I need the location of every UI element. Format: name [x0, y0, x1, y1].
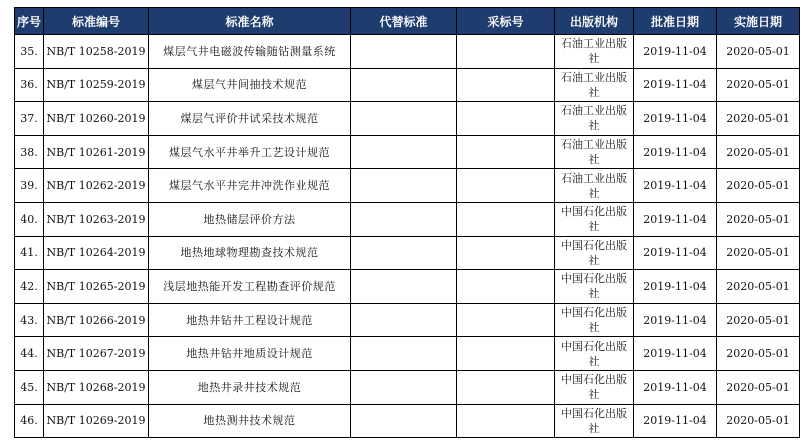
cell-adopted-number	[457, 270, 555, 304]
cell-implement-date: 2020-05-01	[717, 35, 800, 69]
cell-implement-date: 2020-05-01	[717, 370, 800, 404]
cell-publisher	[555, 102, 634, 136]
cell-publisher-text: 石油工业出版社	[561, 37, 627, 66]
table-row	[15, 337, 800, 371]
cell-standard-name: 地热测井技术规范	[149, 404, 351, 438]
cell-implement-date: 2020-05-01	[717, 337, 800, 371]
cell-adopted-number	[457, 236, 555, 270]
cell-approve-date: 2019-11-04	[634, 68, 717, 102]
cell-standard-name: 煤层气井电磁波传输随钻测量系统	[149, 35, 351, 69]
header-replace: 代替标准	[351, 8, 457, 35]
cell-standard-code: NB/T 10260-2019	[44, 102, 149, 136]
cell-standard-name: 煤层气井间抽技术规范	[149, 68, 351, 102]
cell-adopted-number	[457, 303, 555, 337]
cell-publisher-text: 中国石化出版社	[561, 373, 627, 402]
cell-approve-date: 2019-11-04	[634, 35, 717, 69]
cell-standard-code: NB/T 10263-2019	[44, 202, 149, 236]
cell-implement-date: 2020-05-01	[717, 135, 800, 169]
cell-replaced-standard	[351, 202, 457, 236]
cell-implement-date: 2020-05-01	[717, 102, 800, 136]
cell-publisher-text: 中国石化出版社	[561, 306, 627, 335]
cell-standard-code: NB/T 10258-2019	[44, 35, 149, 69]
cell-publisher	[555, 202, 634, 236]
cell-standard-code: NB/T 10267-2019	[44, 337, 149, 371]
cell-standard-name: 地热地球物理勘查技术规范	[149, 236, 351, 270]
header-implement-date: 实施日期	[717, 8, 800, 35]
table-header-row	[15, 8, 800, 35]
cell-replaced-standard	[351, 303, 457, 337]
cell-publisher	[555, 169, 634, 203]
header-approve-date: 批准日期	[634, 8, 717, 35]
cell-seq: 44.	[15, 337, 44, 371]
header-adopt: 采标号	[457, 8, 555, 35]
table-row	[15, 169, 800, 203]
cell-seq: 40.	[15, 202, 44, 236]
cell-standard-name: 煤层气评价井试采技术规范	[149, 102, 351, 136]
cell-adopted-number	[457, 35, 555, 69]
cell-publisher	[555, 35, 634, 69]
cell-implement-date: 2020-05-01	[717, 236, 800, 270]
cell-implement-date: 2020-05-01	[717, 270, 800, 304]
table-row	[15, 102, 800, 136]
cell-publisher	[555, 404, 634, 438]
cell-seq: 43.	[15, 303, 44, 337]
cell-adopted-number	[457, 102, 555, 136]
cell-approve-date: 2019-11-04	[634, 169, 717, 203]
cell-seq: 39.	[15, 169, 44, 203]
cell-approve-date: 2019-11-04	[634, 135, 717, 169]
cell-approve-date: 2019-11-04	[634, 236, 717, 270]
table-row	[15, 135, 800, 169]
cell-replaced-standard	[351, 102, 457, 136]
table-row	[15, 202, 800, 236]
cell-implement-date: 2020-05-01	[717, 404, 800, 438]
cell-standard-name: 地热储层评价方法	[149, 202, 351, 236]
header-name: 标准名称	[149, 8, 351, 35]
table-row	[15, 270, 800, 304]
cell-adopted-number	[457, 68, 555, 102]
cell-adopted-number	[457, 337, 555, 371]
cell-publisher-text: 中国石化出版社	[561, 339, 627, 368]
cell-standard-code: NB/T 10268-2019	[44, 370, 149, 404]
cell-implement-date: 2020-05-01	[717, 169, 800, 203]
cell-publisher-text: 中国石化出版社	[561, 406, 627, 435]
cell-adopted-number	[457, 169, 555, 203]
cell-adopted-number	[457, 370, 555, 404]
cell-approve-date: 2019-11-04	[634, 202, 717, 236]
cell-standard-code: NB/T 10259-2019	[44, 68, 149, 102]
cell-standard-code: NB/T 10261-2019	[44, 135, 149, 169]
cell-publisher	[555, 270, 634, 304]
cell-adopted-number	[457, 202, 555, 236]
cell-seq: 38.	[15, 135, 44, 169]
table-row	[15, 68, 800, 102]
cell-approve-date: 2019-11-04	[634, 270, 717, 304]
cell-standard-name: 地热井钻井地质设计规范	[149, 337, 351, 371]
cell-publisher	[555, 236, 634, 270]
cell-replaced-standard	[351, 68, 457, 102]
cell-seq: 46.	[15, 404, 44, 438]
cell-standard-code: NB/T 10264-2019	[44, 236, 149, 270]
header-seq: 序号	[15, 8, 44, 35]
cell-publisher	[555, 303, 634, 337]
cell-seq: 42.	[15, 270, 44, 304]
cell-publisher-text: 中国石化出版社	[561, 205, 627, 234]
cell-standard-name: 煤层气水平井举升工艺设计规范	[149, 135, 351, 169]
standards-table-container	[14, 7, 800, 438]
cell-approve-date: 2019-11-04	[634, 404, 717, 438]
cell-standard-name: 煤层气水平井完井冲洗作业规范	[149, 169, 351, 203]
cell-publisher-text: 石油工业出版社	[561, 138, 627, 167]
cell-seq: 45.	[15, 370, 44, 404]
cell-standard-code: NB/T 10265-2019	[44, 270, 149, 304]
cell-standard-code: NB/T 10262-2019	[44, 169, 149, 203]
table-row	[15, 404, 800, 438]
cell-seq: 35.	[15, 35, 44, 69]
cell-approve-date: 2019-11-04	[634, 370, 717, 404]
cell-implement-date: 2020-05-01	[717, 303, 800, 337]
cell-seq: 41.	[15, 236, 44, 270]
cell-implement-date: 2020-05-01	[717, 68, 800, 102]
cell-publisher	[555, 370, 634, 404]
table-row	[15, 370, 800, 404]
cell-replaced-standard	[351, 236, 457, 270]
cell-standard-code: NB/T 10266-2019	[44, 303, 149, 337]
cell-adopted-number	[457, 404, 555, 438]
cell-approve-date: 2019-11-04	[634, 303, 717, 337]
cell-publisher-text: 石油工业出版社	[561, 104, 627, 133]
cell-seq: 37.	[15, 102, 44, 136]
cell-replaced-standard	[351, 370, 457, 404]
cell-publisher-text: 中国石化出版社	[561, 272, 627, 301]
cell-publisher-text: 石油工业出版社	[561, 171, 627, 200]
cell-standard-name: 地热井录井技术规范	[149, 370, 351, 404]
cell-standard-code: NB/T 10269-2019	[44, 404, 149, 438]
header-code: 标准编号	[44, 8, 149, 35]
table-row	[15, 303, 800, 337]
cell-publisher	[555, 135, 634, 169]
cell-approve-date: 2019-11-04	[634, 337, 717, 371]
cell-replaced-standard	[351, 270, 457, 304]
cell-replaced-standard	[351, 135, 457, 169]
cell-publisher	[555, 68, 634, 102]
table-row	[15, 236, 800, 270]
cell-replaced-standard	[351, 35, 457, 69]
cell-adopted-number	[457, 135, 555, 169]
cell-replaced-standard	[351, 169, 457, 203]
cell-replaced-standard	[351, 337, 457, 371]
cell-implement-date: 2020-05-01	[717, 202, 800, 236]
cell-approve-date: 2019-11-04	[634, 102, 717, 136]
standards-table	[14, 7, 800, 438]
cell-publisher-text: 中国石化出版社	[561, 238, 627, 267]
table-row	[15, 35, 800, 69]
cell-standard-name: 地热井钻井工程设计规范	[149, 303, 351, 337]
cell-standard-name: 浅层地热能开发工程勘查评价规范	[149, 270, 351, 304]
cell-publisher-text: 石油工业出版社	[561, 70, 627, 99]
header-publisher: 出版机构	[555, 8, 634, 35]
cell-publisher	[555, 337, 634, 371]
cell-replaced-standard	[351, 404, 457, 438]
cell-seq: 36.	[15, 68, 44, 102]
